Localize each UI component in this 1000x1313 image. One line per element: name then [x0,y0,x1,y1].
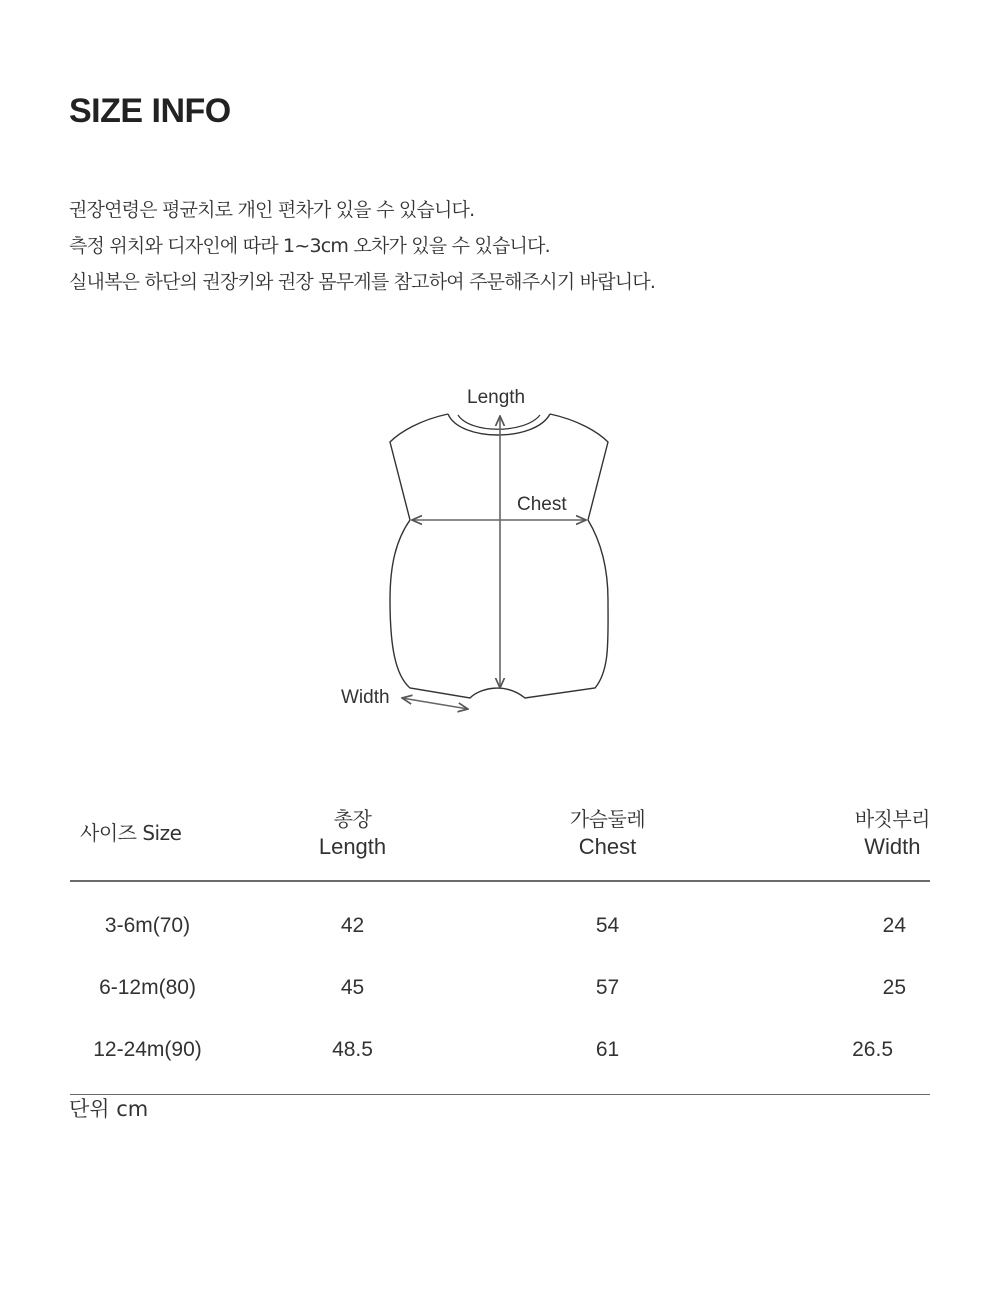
chest-label: Chest [517,494,567,515]
romper-outline [390,414,608,698]
cell-size: 12-24m(90) [70,1019,225,1095]
table-row [70,1019,930,1095]
cell-length: 45 [340,976,365,999]
neckline-inner [458,415,540,429]
cell-size: 3-6m(70) [104,914,191,937]
note-line: 실내복은 하단의 권장키와 권장 몸무게를 참고하여 주문해주시기 바랍니다. [69,271,656,293]
cell-width: 26.5 [735,1019,930,1095]
cell-width: 25 [882,976,906,999]
table-row [70,881,930,957]
cell-size: 6-12m(80) [99,976,196,999]
cell-width: 24 [882,914,906,937]
note-line: 권장연령은 평균치로 개인 편차가 있을 수 있습니다. [69,199,475,221]
table-header-row [70,792,930,881]
header-chest-en: Chest [578,834,637,859]
size-table [70,792,930,1095]
cell-chest: 57 [595,976,620,999]
header-chest [480,792,735,881]
width-arrow [402,698,468,709]
length-label: Length [467,387,526,408]
header-width [735,792,930,881]
size-notes [69,192,655,300]
page-title: SIZE INFO [69,92,231,130]
header-size-label: 사이즈 Size [80,821,182,845]
header-length-en: Length [318,834,387,859]
cell-chest: 54 [595,914,620,937]
width-label: Width [341,687,390,708]
romper-measurement-diagram [320,370,660,730]
neckline [448,414,550,435]
header-width-en: Width [864,834,921,859]
header-length-ko: 총장 [333,807,372,831]
header-width-ko: 바짓부리 [854,807,930,831]
note-line: 측정 위치와 디자인에 따라 1~3cm 오차가 있을 수 있습니다. [69,235,550,257]
cell-length: 42 [340,914,365,937]
table-row [70,957,930,1019]
header-size [70,792,225,881]
header-length [225,792,480,881]
cell-chest: 61 [480,1019,735,1095]
unit-note: 단위 cm [69,1097,149,1121]
cell-length: 48.5 [225,1019,480,1095]
header-chest-ko: 가슴둘레 [569,807,646,831]
